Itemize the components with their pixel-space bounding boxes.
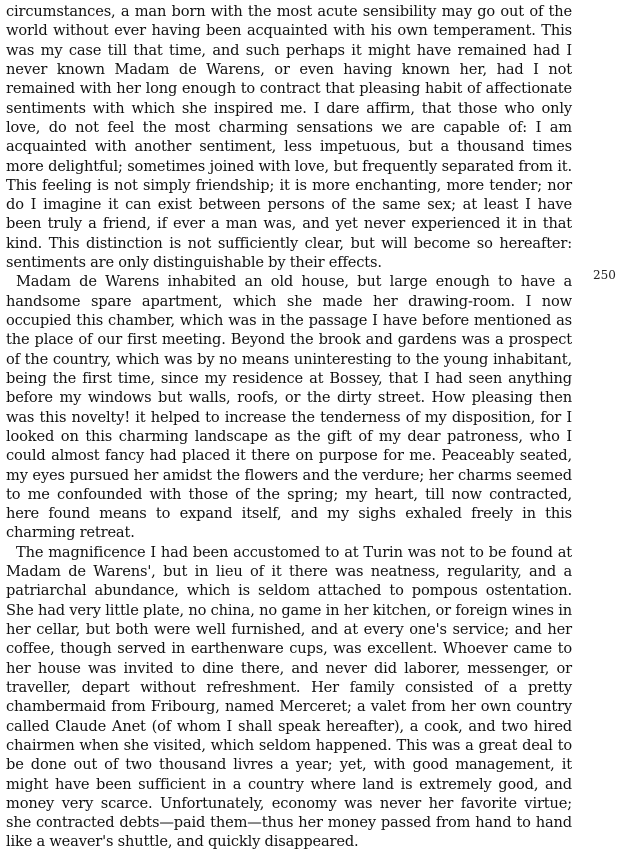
paragraph-drawing-room: Madam de Warens inhabited an old house, but large enough to have a handsome spare apartment, which she made her drawing-room. I now occupied this chamber, which was in the passage I have before mentioned as the place of our first meeting. Beyond the brook and gardens was a prospect of the country, which was by no means uninteresting to the young inhabitant, being the first time, since my residence at Bossey, that I had seen anything before my windows but walls, roofs, or the dirty street. How pleasing then was this novelty! it helped to increase the tenderness of my disposition, for I looked on this charming landscape as the gift of my dear patroness, who I could almost fancy had placed it there on purpose for me. Peaceably seated, my eyes pursued her amidst the flowers and the verdure; her charms seemed to me confounded with those of the spring; my heart, till now contracted, here found means to expand itself, and my sighs exhaled freely in this charming retreat. (6, 273, 572, 542)
margin-page-number: 250 (593, 268, 616, 282)
paragraph-household: The magnificence I had been accustomed to at Turin was not to be found at Madam de Warens', but in lieu of it there was neatness, regularity, and a patriarchal abundance, which is seldom attached to pompous ostentation. She had very little plate, no china, no game in her kitchen, or foreign wines in her cellar, but both were well furnished, and at every one's service; and her coffee, though served in earthenware cups, was excellent. Whoever came to her house was invited to dine there, and never did laborer, messenger, or traveller, depart without refreshment. Her family consisted of a pretty chambermaid from Fribourg, named Merceret; a valet from her own country called Claude Anet (of whom I shall speak hereafter), a cook, and two hired chairmen when she visited, which seldom happened. This was a great deal to be done out of two thousand livres a year; yet, with good management, it might have been sufficient in a country where land is extremely good, and money very scarce. Unfortunately, economy was never her favorite virtue; she contracted debts—paid them—thus her money passed from hand to hand like a weaver's shuttle, and quickly disappeared. (6, 543, 572, 851)
page-body (6, 2, 572, 852)
paragraph-continuation: circumstances, a man born with the most acute sensibility may go out of the world without ever having been acquainted with his own temperament. This was my case till that time, and such perhaps it might have remained had I never known Madam de Warens, or even having known her, had I not remained with her long enough to contract that pleasing habit of affectionate sentiments with which she inspired me. I dare affirm, that those who only love, do not feel the most charming sensations we are capable of: I am acquainted with another sentiment, less impetuous, but a thousand times more delightful; sometimes joined with love, but frequently separated from it. This feeling is not simply friendship; it is more enchanting, more tender; nor do I imagine it can exist between persons of the same sex; at least I have been truly a friend, if ever a man was, and yet never experienced it in that kind. This distinction is not sufficiently clear, but will become so hereafter: sentiments are only distinguishable by their effects. (6, 3, 572, 272)
